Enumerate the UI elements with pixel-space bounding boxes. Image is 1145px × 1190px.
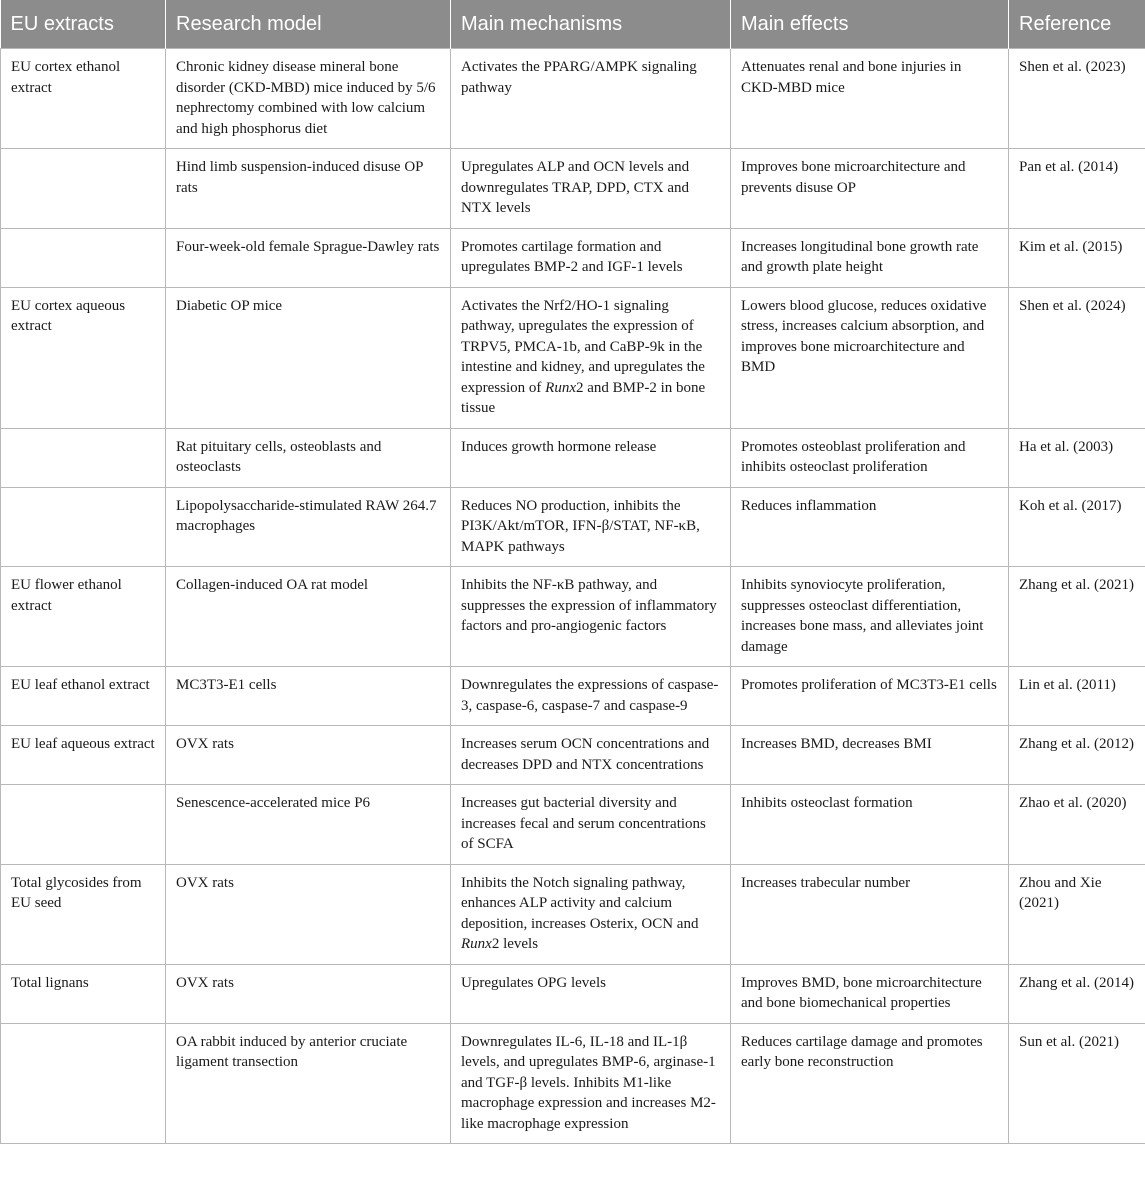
cell-reference: Lin et al. (2011) bbox=[1009, 667, 1145, 726]
cell-effect: Inhibits osteoclast formation bbox=[731, 785, 1009, 865]
table-row bbox=[1, 1023, 1145, 1144]
header-main-mechanisms: Main mechanisms bbox=[451, 0, 731, 49]
cell-extract bbox=[1, 487, 166, 567]
cell-extract: EU cortex aqueous extract bbox=[1, 287, 166, 428]
cell-mechanism: Induces growth hormone release bbox=[451, 428, 731, 487]
cell-extract: EU leaf aqueous extract bbox=[1, 726, 166, 785]
cell-model: OVX rats bbox=[166, 864, 451, 964]
cell-extract bbox=[1, 228, 166, 287]
cell-extract bbox=[1, 785, 166, 865]
table-row bbox=[1, 149, 1145, 229]
mechanism-text: Activates the Nrf2/HO-1 signaling pathway, upregulates the expression of TRPV5, PMCA-1b, and CaBP-9k in the intestine and kidney, and upregulates the expression of bbox=[461, 297, 705, 396]
table-row bbox=[1, 287, 1145, 428]
mechanism-text: 2 and BMP-2 in bone tissue bbox=[461, 379, 706, 416]
cell-extract bbox=[1, 1023, 166, 1144]
gene-name-italic: Runx bbox=[461, 936, 492, 952]
cell-effect: Attenuates renal and bone injuries in CKD-MBD mice bbox=[731, 49, 1009, 149]
cell-model: OA rabbit induced by anterior cruciate ligament transection bbox=[166, 1023, 451, 1144]
cell-model: Hind limb suspension-induced disuse OP rats bbox=[166, 149, 451, 229]
cell-effect: Improves BMD, bone microarchitecture and bone biomechanical properties bbox=[731, 964, 1009, 1023]
cell-reference: Koh et al. (2017) bbox=[1009, 487, 1145, 567]
cell-extract: EU cortex ethanol extract bbox=[1, 49, 166, 149]
cell-mechanism bbox=[451, 287, 731, 428]
cell-model: MC3T3-E1 cells bbox=[166, 667, 451, 726]
table-row bbox=[1, 567, 1145, 667]
cell-mechanism: Inhibits the NF-κB pathway, and suppresses the expression of inflammatory factors and pro-angiogenic factors bbox=[451, 567, 731, 667]
cell-effect: Increases longitudinal bone growth rate and growth plate height bbox=[731, 228, 1009, 287]
cell-reference: Zhang et al. (2014) bbox=[1009, 964, 1145, 1023]
cell-mechanism: Activates the PPARG/AMPK signaling pathway bbox=[451, 49, 731, 149]
gene-name-italic: Runx bbox=[545, 379, 576, 396]
table-row bbox=[1, 667, 1145, 726]
cell-reference: Zhao et al. (2020) bbox=[1009, 785, 1145, 865]
cell-extract: Total lignans bbox=[1, 964, 166, 1023]
cell-model: Four-week-old female Sprague-Dawley rats bbox=[166, 228, 451, 287]
mechanism-text: 2 levels bbox=[491, 936, 539, 952]
cell-effect: Increases BMD, decreases BMI bbox=[731, 726, 1009, 785]
cell-model: Lipopolysaccharide-stimulated RAW 264.7 macrophages bbox=[166, 487, 451, 567]
table-row bbox=[1, 964, 1145, 1023]
table-row bbox=[1, 785, 1145, 865]
cell-mechanism: Promotes cartilage formation and upregulates BMP-2 and IGF-1 levels bbox=[451, 228, 731, 287]
header-eu-extracts: EU extracts bbox=[1, 0, 166, 49]
cell-extract: EU leaf ethanol extract bbox=[1, 667, 166, 726]
table-row bbox=[1, 49, 1145, 149]
header-reference: Reference bbox=[1009, 0, 1145, 49]
cell-effect: Inhibits synoviocyte proliferation, suppresses osteoclast differentiation, increases bone mass, and alleviates joint damage bbox=[731, 567, 1009, 667]
cell-reference: Kim et al. (2015) bbox=[1009, 228, 1145, 287]
cell-extract: EU flower ethanol extract bbox=[1, 567, 166, 667]
cell-effect: Reduces cartilage damage and promotes early bone reconstruction bbox=[731, 1023, 1009, 1144]
table-row bbox=[1, 487, 1145, 567]
cell-reference: Zhang et al. (2021) bbox=[1009, 567, 1145, 667]
cell-model: Diabetic OP mice bbox=[166, 287, 451, 428]
cell-reference: Pan et al. (2014) bbox=[1009, 149, 1145, 229]
cell-effect: Improves bone microarchitecture and prevents disuse OP bbox=[731, 149, 1009, 229]
cell-mechanism: Reduces NO production, inhibits the PI3K/Akt/mTOR, IFN-β/STAT, NF-κB, MAPK pathways bbox=[451, 487, 731, 567]
cell-model: OVX rats bbox=[166, 964, 451, 1023]
cell-mechanism: Upregulates OPG levels bbox=[451, 964, 731, 1023]
cell-extract bbox=[1, 149, 166, 229]
table-row bbox=[1, 864, 1145, 964]
cell-effect: Lowers blood glucose, reduces oxidative stress, increases calcium absorption, and improves bone microarchitecture and BMD bbox=[731, 287, 1009, 428]
cell-extract: Total glycosides from EU seed bbox=[1, 864, 166, 964]
cell-mechanism: Increases serum OCN concentrations and decreases DPD and NTX concentrations bbox=[451, 726, 731, 785]
cell-reference: Ha et al. (2003) bbox=[1009, 428, 1145, 487]
cell-reference: Zhang et al. (2012) bbox=[1009, 726, 1145, 785]
cell-mechanism: Downregulates IL-6, IL-18 and IL-1β levels, and upregulates BMP-6, arginase-1 and TGF-β levels. Inhibits M1-like macrophage expression and increases M2-like macrophage expression bbox=[451, 1023, 731, 1144]
cell-model: Rat pituitary cells, osteoblasts and osteoclasts bbox=[166, 428, 451, 487]
cell-mechanism: Increases gut bacterial diversity and increases fecal and serum concentrations of SCFA bbox=[451, 785, 731, 865]
cell-effect: Promotes proliferation of MC3T3-E1 cells bbox=[731, 667, 1009, 726]
table-row bbox=[1, 228, 1145, 287]
cell-model: OVX rats bbox=[166, 726, 451, 785]
cell-mechanism: Upregulates ALP and OCN levels and downregulates TRAP, DPD, CTX and NTX levels bbox=[451, 149, 731, 229]
cell-effect: Reduces inflammation bbox=[731, 487, 1009, 567]
cell-model: Collagen-induced OA rat model bbox=[166, 567, 451, 667]
mechanism-text: Inhibits the Notch signaling pathway, enhances ALP activity and calcium deposition, increases Osterix, OCN and bbox=[461, 874, 699, 932]
cell-reference: Sun et al. (2021) bbox=[1009, 1023, 1145, 1144]
cell-extract bbox=[1, 428, 166, 487]
cell-mechanism bbox=[451, 864, 731, 964]
cell-effect: Increases trabecular number bbox=[731, 864, 1009, 964]
cell-reference: Zhou and Xie (2021) bbox=[1009, 864, 1145, 964]
cell-effect: Promotes osteoblast proliferation and inhibits osteoclast proliferation bbox=[731, 428, 1009, 487]
table-row bbox=[1, 726, 1145, 785]
header-row bbox=[1, 0, 1145, 49]
header-main-effects: Main effects bbox=[731, 0, 1009, 49]
header-research-model: Research model bbox=[166, 0, 451, 49]
table-row bbox=[1, 428, 1145, 487]
cell-model: Senescence-accelerated mice P6 bbox=[166, 785, 451, 865]
cell-mechanism: Downregulates the expressions of caspase-3, caspase-6, caspase-7 and caspase-9 bbox=[451, 667, 731, 726]
cell-reference: Shen et al. (2023) bbox=[1009, 49, 1145, 149]
cell-model: Chronic kidney disease mineral bone disorder (CKD-MBD) mice induced by 5/6 nephrectomy combined with low calcium and high phosphorus diet bbox=[166, 49, 451, 149]
cell-reference: Shen et al. (2024) bbox=[1009, 287, 1145, 428]
